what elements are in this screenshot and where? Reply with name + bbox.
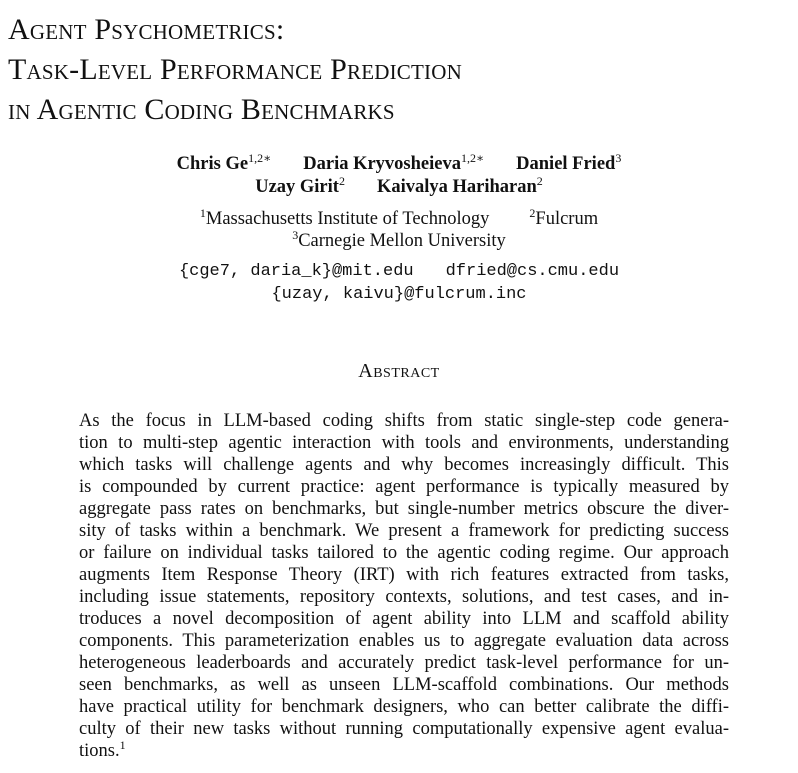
affiliation-row	[0, 230, 798, 252]
author	[377, 176, 543, 199]
affiliation-mark: 2	[529, 206, 536, 220]
email-list	[0, 260, 798, 306]
author	[516, 153, 621, 176]
affiliation-mark: 3	[292, 228, 299, 242]
abstract-line: or failure on individual tasks tailored to the agentic coding regime. Our approach	[79, 543, 729, 563]
email-mit: {cge7, daria_k}@mit.edu	[178, 262, 414, 281]
affiliation-name: Fulcrum	[535, 209, 599, 229]
abstract-line: which tasks will challenge agents and why becomes increasingly difficult. This	[79, 455, 729, 475]
author	[303, 153, 484, 176]
author-name: Daniel Fried	[516, 154, 616, 174]
abstract-line: aggregate pass rates on benchmarks, but single-number metrics obscure the diver-	[79, 499, 729, 519]
author-name: Uzay Girit	[255, 177, 339, 197]
affiliation-marks: 1,2∗	[461, 151, 485, 165]
email-cmu: dfried@cs.cmu.edu	[445, 262, 620, 281]
title-line: Agent Psychometrics:	[8, 13, 285, 46]
author-name: Kaivalya Hariharan	[376, 177, 537, 197]
abstract-line: including issue statements, repository contexts, solutions, and test cases, and in-	[79, 587, 729, 607]
abstract-line: augments Item Response Theory (IRT) with rich features extracted from tasks,	[79, 565, 729, 585]
abstract-line-text: tions.	[79, 741, 120, 761]
abstract-line: culty of their new tasks without running computationally expensive agent evalua-	[79, 719, 729, 739]
abstract-line: troduces a novel decomposition of agent ability into LLM and scaffold ability	[79, 609, 729, 629]
abstract-line	[79, 740, 729, 762]
affiliation-list	[0, 208, 798, 252]
abstract-line: sity of tasks within a benchmark. We present a framework for predicting success	[79, 521, 729, 541]
affiliation-name: Carnegie Mellon University	[298, 231, 506, 251]
author	[177, 153, 272, 176]
abstract-line: heterogeneous leaderboards and accurately predict task-level performance for un-	[79, 653, 729, 673]
author-name: Daria Kryvosheieva	[303, 154, 461, 174]
affiliation-marks: 2	[338, 174, 345, 188]
email-row	[0, 260, 798, 283]
abstract-line: tion to multi-step agentic interaction with tools and environments, understanding	[79, 433, 729, 453]
author	[255, 176, 345, 199]
abstract-line: is compounded by current practice: agent performance is typically measured by	[79, 477, 729, 497]
footnote-marker: 1	[119, 738, 126, 752]
affiliation-marks: 3	[615, 151, 622, 165]
author-name: Chris Ge	[176, 154, 249, 174]
author-row	[0, 153, 798, 176]
abstract-body	[79, 410, 729, 762]
abstract-line: seen benchmarks, as well as unseen LLM-scaffold combinations. Our methods	[79, 675, 729, 695]
affiliation	[529, 206, 599, 229]
affiliation	[292, 228, 506, 251]
email-row	[0, 283, 798, 306]
abstract-line: components. This parameterization enables us to aggregate evaluation data across	[79, 631, 729, 651]
title-line: in Agentic Coding Benchmarks	[8, 93, 395, 126]
title-line: Task-Level Performance Prediction	[8, 53, 462, 86]
affiliation-row	[0, 208, 798, 230]
email-fulcrum: {uzay, kaivu}@fulcrum.inc	[271, 285, 527, 304]
affiliation	[199, 206, 490, 229]
affiliation-name: Massachusetts Institute of Technology	[205, 209, 490, 229]
affiliation-marks: 2	[536, 174, 543, 188]
author-row	[0, 176, 798, 199]
affiliation-mark: 1	[199, 206, 206, 220]
abstract-line: As the focus in LLM-based coding shifts from static single-step code genera-	[79, 411, 729, 431]
abstract-line: have practical utility for benchmark designers, who can better calibrate the diffi-	[79, 697, 729, 717]
paper-title	[8, 10, 462, 130]
author-list	[0, 153, 798, 199]
abstract-heading: Abstract	[358, 360, 440, 382]
affiliation-marks: 1,2∗	[248, 151, 272, 165]
